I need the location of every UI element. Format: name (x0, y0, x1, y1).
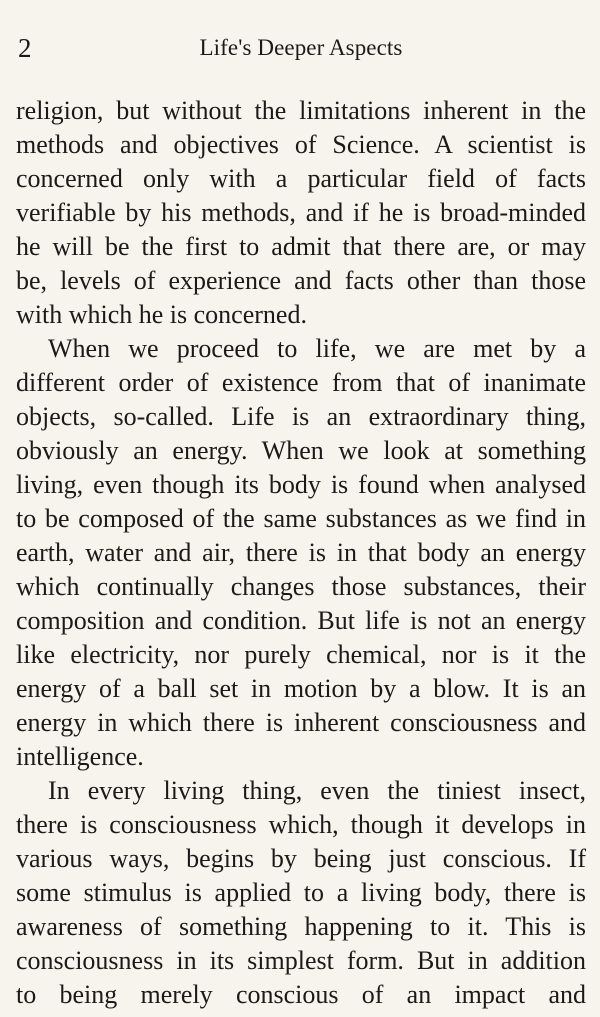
text-line: obviously an energy. When we look at something (16, 436, 586, 465)
paragraph-1 (16, 94, 586, 332)
text-line: concerned only with a particular field of facts (16, 164, 586, 193)
body-text (16, 94, 586, 1012)
text-line: energy of a ball set in motion by a blow. It is an (16, 674, 586, 703)
page-number: 2 (18, 33, 32, 63)
text-line: religion, but without the limitations inherent in the (16, 96, 586, 125)
text-line: to be composed of the same substances as we find in (16, 504, 586, 533)
text-line: In every living thing, even the tiniest insect, (48, 776, 586, 805)
text-line: awareness of something happening to it. This is (16, 912, 586, 941)
text-line: he will be the first to admit that there are, or may (16, 232, 586, 261)
text-line: composition and condition. But life is not an energy (16, 606, 586, 635)
text-line: with which he is concerned. (16, 300, 307, 329)
text-line: intelligence. (16, 742, 144, 771)
text-line: methods and objectives of Science. A scientist is (16, 130, 586, 159)
running-title: Life's Deeper Aspects (199, 35, 403, 60)
text-line: there is consciousness which, though it develops in (16, 810, 586, 839)
paragraph-3 (16, 774, 586, 1012)
text-line: different order of existence from that of inanimate (16, 368, 586, 397)
text-line: like electricity, nor purely chemical, nor is it the (16, 640, 586, 669)
text-line: be, levels of experience and facts other than those (16, 266, 586, 295)
text-line: earth, water and air, there is in that body an energy (16, 538, 586, 567)
paragraph-2 (16, 332, 586, 774)
text-line: energy in which there is inherent consciousness and (16, 708, 586, 737)
text-line: consciousness in its simplest form. But in addition (16, 946, 586, 975)
text-line: some stimulus is applied to a living body, there is (16, 878, 586, 907)
text-line: living, even though its body is found when analysed (16, 470, 586, 499)
running-head (16, 30, 586, 66)
text-line: objects, so-called. Life is an extraordinary thing, (16, 402, 586, 431)
text-line: which continually changes those substances, their (16, 572, 586, 601)
text-line: to being merely conscious of an impact and (16, 980, 586, 1009)
text-line: verifiable by his methods, and if he is broad-minded (16, 198, 586, 227)
text-line: various ways, begins by being just conscious. If (16, 844, 586, 873)
text-line: When we proceed to life, we are met by a (48, 334, 586, 363)
